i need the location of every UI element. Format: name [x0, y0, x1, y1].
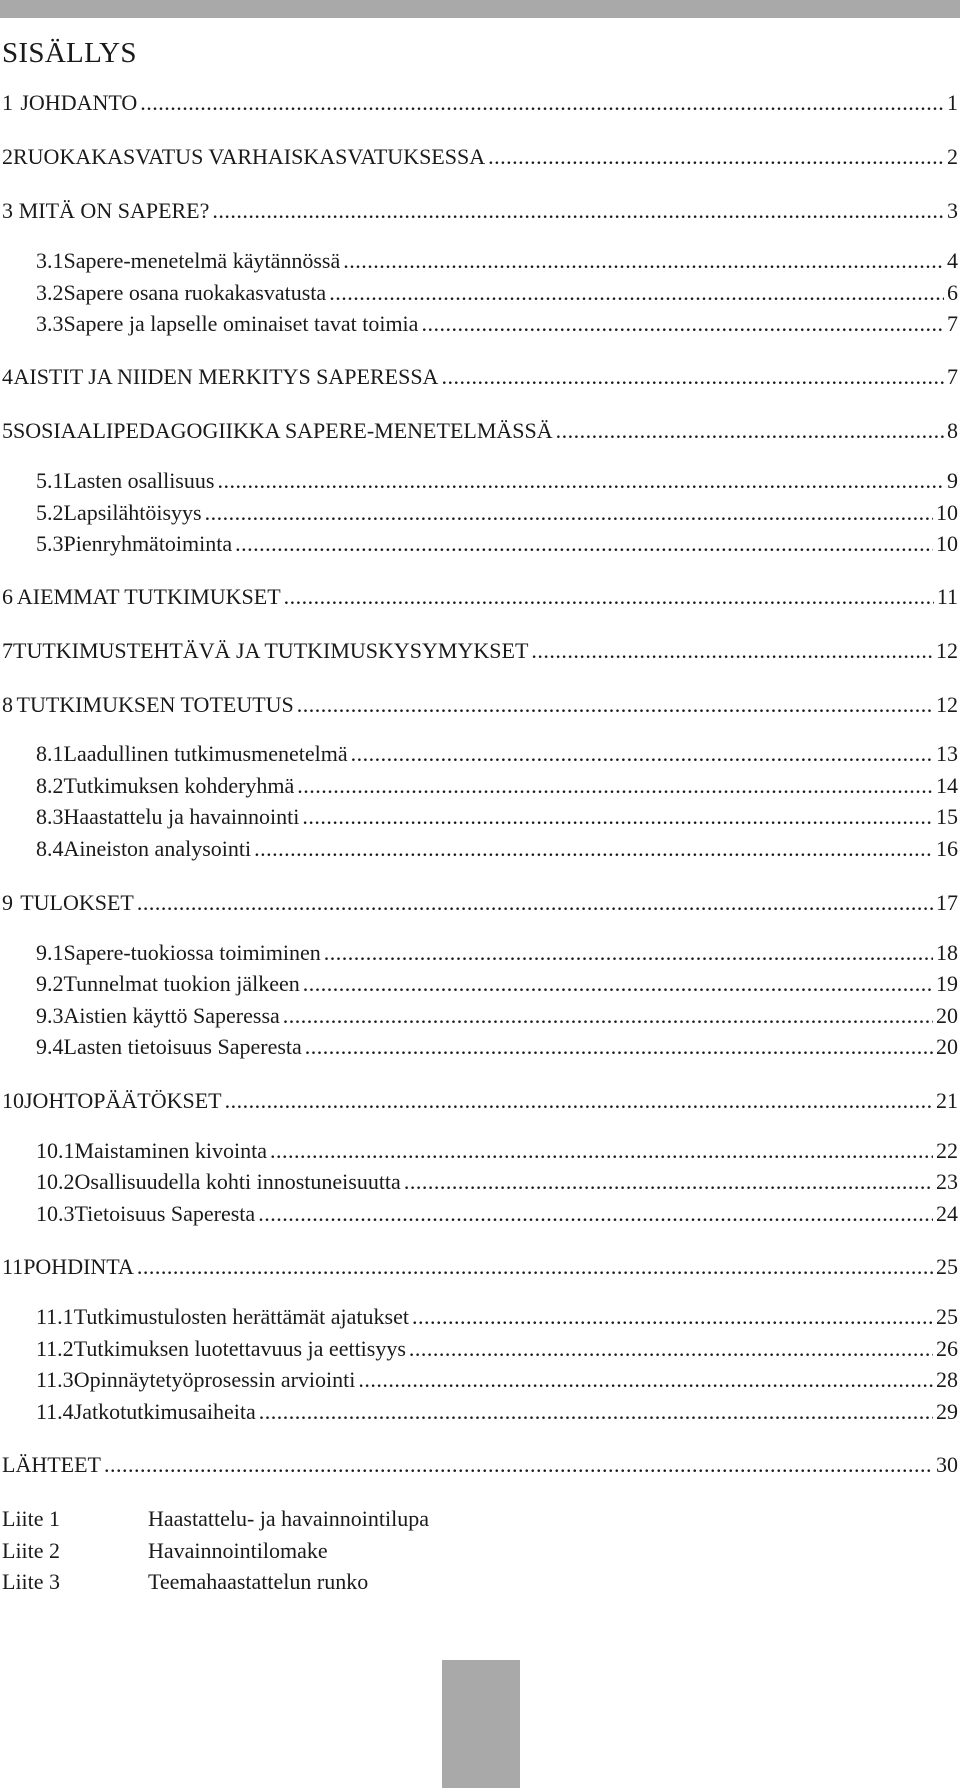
- toc-dot-leader: [137, 1252, 933, 1282]
- toc-dot-leader: [205, 498, 933, 528]
- toc-entry[interactable]: [0, 529, 958, 559]
- toc-entry-page-number: 15: [936, 804, 958, 829]
- toc-entry-number: 5.1: [36, 468, 64, 493]
- toc-entry-number: 9.3: [36, 1003, 64, 1028]
- toc-entry-title: Maistaminen kivointa: [74, 1138, 267, 1163]
- toc-entry[interactable]: [0, 1199, 958, 1229]
- toc-entry-title: AISTIT JA NIIDEN MERKITYS SAPERESSA: [13, 364, 439, 389]
- toc-entry-number: 11.1: [36, 1304, 74, 1329]
- toc-dot-leader: [488, 142, 944, 172]
- toc-entry-title: Haastattelu ja havainnointi: [63, 804, 300, 829]
- toc-dot-leader: [409, 1334, 933, 1364]
- toc-entry-page-number: 7: [947, 311, 958, 336]
- toc-dot-leader: [351, 739, 933, 769]
- toc-entry[interactable]: [0, 969, 958, 999]
- toc-entry-title: LÄHTEET: [2, 1452, 101, 1477]
- toc-entry-title: Pienryhmätoiminta: [63, 531, 233, 556]
- toc-entry-number: 3.3: [36, 311, 64, 336]
- toc-entry-title: TUTKIMUSTEHTÄVÄ JA TUTKIMUSKYSYMYKSET: [13, 638, 529, 663]
- toc-entry-page-number: 25: [936, 1304, 958, 1329]
- toc-entry-page-number: 2: [947, 144, 958, 169]
- toc-dot-leader: [235, 529, 933, 559]
- appendix-label: Liite 3: [2, 1569, 61, 1594]
- toc-entry-page-number: 23: [936, 1169, 958, 1194]
- toc-entry-title: MITÄ ON SAPERE?: [18, 198, 210, 223]
- toc-entry-page-number: 30: [936, 1452, 958, 1477]
- toc-entry-number: 9.4: [36, 1034, 64, 1059]
- appendix-label: Liite 1: [2, 1506, 61, 1531]
- toc-entry-title: JOHDANTO: [20, 90, 138, 115]
- appendix-item[interactable]: [2, 1536, 902, 1566]
- toc-dot-leader: [404, 1167, 933, 1197]
- toc-entry-page-number: 25: [936, 1254, 958, 1279]
- toc-entry-title: TULOKSET: [20, 890, 134, 915]
- toc-entry-number: 8.4: [36, 836, 64, 861]
- toc-entry-title: Tutkimuksen luotettavuus ja eettisyys: [73, 1336, 406, 1361]
- toc-entry-page-number: 20: [936, 1034, 958, 1059]
- toc-entry[interactable]: [0, 690, 958, 720]
- toc-entry[interactable]: [0, 1086, 958, 1116]
- toc-entry-page-number: 1: [947, 90, 958, 115]
- toc-entry-title: Tunnelmat tuokion jälkeen: [63, 971, 300, 996]
- toc-dot-leader: [297, 690, 933, 720]
- toc-entry-title: Tutkimustulosten herättämät ajatukset: [73, 1304, 409, 1329]
- toc-entry-title: POHDINTA: [23, 1254, 134, 1279]
- appendix-item[interactable]: [2, 1567, 902, 1597]
- toc-entry[interactable]: [0, 246, 958, 276]
- toc-entry-number: 1: [2, 90, 13, 115]
- toc-entry-title: Jatkotutkimusaiheita: [73, 1399, 256, 1424]
- toc-entry-number: 10: [2, 1088, 24, 1113]
- toc-entry-title: Opinnäytetyöprosessin arviointi: [73, 1367, 356, 1392]
- toc-entry-number: 6: [2, 584, 13, 609]
- toc-dot-leader: [302, 802, 933, 832]
- appendix-item[interactable]: [2, 1504, 902, 1534]
- toc-entry-page-number: 18: [936, 940, 958, 965]
- toc-entry-page-number: 19: [936, 971, 958, 996]
- toc-entry[interactable]: [0, 636, 958, 666]
- toc-entry[interactable]: [0, 1001, 958, 1031]
- toc-dot-leader: [104, 1450, 933, 1480]
- toc-entry-title: Aineiston analysointi: [63, 836, 252, 861]
- toc-entry-title: Tutkimuksen kohderyhmä: [63, 773, 295, 798]
- toc-dot-leader: [137, 888, 933, 918]
- toc-entry[interactable]: [0, 1397, 958, 1427]
- toc-entry-title: Sapere osana ruokakasvatusta: [63, 280, 327, 305]
- toc-dot-leader: [305, 1032, 933, 1062]
- toc-entry-title: JOHTOPÄÄTÖKSET: [24, 1088, 222, 1113]
- toc-entry-page-number: 17: [936, 890, 958, 915]
- toc-entry-number: 3.2: [36, 280, 64, 305]
- toc-entry-page-number: 21: [936, 1088, 958, 1113]
- toc-dot-leader: [343, 246, 944, 276]
- toc-entry-page-number: 12: [936, 638, 958, 663]
- toc-dot-leader: [225, 1086, 933, 1116]
- toc-entry-page-number: 8: [947, 418, 958, 443]
- toc-dot-leader: [283, 1001, 933, 1031]
- toc-entry[interactable]: [0, 1032, 958, 1062]
- appendix-title: Teemahaastattelun runko: [148, 1569, 369, 1594]
- toc-entry[interactable]: [0, 416, 958, 446]
- toc-entry-number: 3: [2, 198, 13, 223]
- toc-entry[interactable]: [0, 196, 958, 226]
- toc-entry-title: Lasten tietoisuus Saperesta: [63, 1034, 302, 1059]
- toc-dot-leader: [258, 1199, 933, 1229]
- toc-dot-leader: [217, 466, 944, 496]
- toc-dot-leader: [412, 1302, 933, 1332]
- toc-dot-leader: [270, 1136, 933, 1166]
- toc-entry-number: 11.3: [36, 1367, 74, 1392]
- toc-entry-title: RUOKAKASVATUS VARHAISKASVATUKSESSA: [13, 144, 486, 169]
- toc-entry[interactable]: [0, 1334, 958, 1364]
- toc-dot-leader: [297, 771, 933, 801]
- toc-dot-leader: [329, 278, 944, 308]
- toc-entry-page-number: 16: [936, 836, 958, 861]
- toc-entry-page-number: 3: [947, 198, 958, 223]
- toc-entry-title: Lasten osallisuus: [63, 468, 215, 493]
- page-title: SISÄLLYS: [2, 37, 137, 69]
- toc-dot-leader: [284, 582, 934, 612]
- toc-entry-title: TUTKIMUKSEN TOTEUTUS: [16, 692, 294, 717]
- toc-entry-title: SOSIAALIPEDAGOGIIKKA SAPERE-MENETELMÄSSÄ: [13, 418, 553, 443]
- toc-entry[interactable]: [0, 582, 958, 612]
- toc-entry[interactable]: [0, 834, 958, 864]
- toc-entry-number: 8.3: [36, 804, 64, 829]
- toc-entry[interactable]: [0, 362, 958, 392]
- toc-entry-page-number: 20: [936, 1003, 958, 1028]
- appendix-label: Liite 2: [2, 1538, 61, 1563]
- toc-entry-number: 5.2: [36, 500, 64, 525]
- toc-entry-page-number: 11: [936, 584, 958, 609]
- toc-entry-page-number: 24: [936, 1201, 958, 1226]
- page-footer-block: [442, 1660, 520, 1788]
- toc-entry-title: Sapere ja lapselle ominaiset tavat toimia: [63, 311, 419, 336]
- toc-entry-number: 9.1: [36, 940, 64, 965]
- toc-entry-title: Aistien käyttö Saperessa: [63, 1003, 280, 1028]
- toc-entry-title: Laadullinen tutkimusmenetelmä: [63, 741, 348, 766]
- toc-entry[interactable]: [0, 88, 958, 118]
- appendix-title: Havainnointilomake: [148, 1538, 328, 1563]
- toc-entry-title: Lapsilähtöisyys: [63, 500, 202, 525]
- toc-entry[interactable]: [0, 278, 958, 308]
- toc-entry-number: 11: [2, 1254, 24, 1279]
- toc-entry-title: Tietoisuus Saperesta: [74, 1201, 256, 1226]
- toc-dot-leader: [421, 309, 944, 339]
- toc-entry-page-number: 29: [936, 1399, 958, 1424]
- toc-entry[interactable]: [0, 802, 958, 832]
- toc-entry-number: 4: [2, 364, 13, 389]
- toc-entry-page-number: 7: [947, 364, 958, 389]
- toc-entry-title: AIEMMAT TUTKIMUKSET: [16, 584, 281, 609]
- toc-entry-number: 9: [2, 890, 13, 915]
- toc-entry-title: Sapere-tuokiossa toimiminen: [63, 940, 321, 965]
- toc-entry-title: Osallisuudella kohti innostuneisuutta: [74, 1169, 401, 1194]
- toc-entry-number: 10.3: [36, 1201, 75, 1226]
- toc-dot-leader: [441, 362, 944, 392]
- toc-entry-number: 3.1: [36, 248, 64, 273]
- toc-dot-leader: [259, 1397, 933, 1427]
- toc-entry-page-number: 6: [947, 280, 958, 305]
- toc-entry[interactable]: [0, 1167, 958, 1197]
- toc-entry-title: Sapere-menetelmä käytännössä: [63, 248, 341, 273]
- toc-entry[interactable]: [0, 888, 958, 918]
- toc-entry-number: 10.2: [36, 1169, 75, 1194]
- toc-entry-page-number: 10: [936, 500, 958, 525]
- toc-entry-page-number: 9: [947, 468, 958, 493]
- toc-entry-number: 9.2: [36, 971, 64, 996]
- toc-entry[interactable]: [0, 1252, 958, 1282]
- toc-entry[interactable]: [0, 938, 958, 968]
- toc-entry-page-number: 26: [936, 1336, 958, 1361]
- toc-dot-leader: [140, 88, 944, 118]
- toc-entry-page-number: 12: [936, 692, 958, 717]
- toc-entry-page-number: 13: [936, 741, 958, 766]
- toc-entry-page-number: 10: [936, 531, 958, 556]
- toc-dot-leader: [303, 969, 933, 999]
- toc-dot-leader: [531, 636, 933, 666]
- toc-dot-leader: [254, 834, 933, 864]
- toc-entry-page-number: 4: [947, 248, 958, 273]
- toc-entry-number: 11.4: [36, 1399, 74, 1424]
- toc-entry-page-number: 22: [936, 1138, 958, 1163]
- toc-entry[interactable]: [0, 1450, 958, 1480]
- toc-entry[interactable]: [0, 309, 958, 339]
- toc-entry-number: 8.1: [36, 741, 64, 766]
- toc-entry-number: 8: [2, 692, 13, 717]
- toc-entry-number: 11.2: [36, 1336, 74, 1361]
- toc-entry-number: 8.2: [36, 773, 64, 798]
- toc-entry-page-number: 28: [936, 1367, 958, 1392]
- toc-entry[interactable]: [0, 1136, 958, 1166]
- toc-entry-number: 7: [2, 638, 13, 663]
- toc-entry-number: 5.3: [36, 531, 64, 556]
- toc-dot-leader: [324, 938, 933, 968]
- toc-entry[interactable]: [0, 1302, 958, 1332]
- toc-entry-number: 10.1: [36, 1138, 75, 1163]
- toc-entry-number: 5: [2, 418, 13, 443]
- toc-entry-page-number: 14: [936, 773, 958, 798]
- toc-entry[interactable]: [0, 771, 958, 801]
- toc-dot-leader: [212, 196, 944, 226]
- toc-entry-number: 2: [2, 144, 13, 169]
- toc-entry[interactable]: [0, 498, 958, 528]
- toc-entry[interactable]: [0, 466, 958, 496]
- toc-dot-leader: [358, 1365, 933, 1395]
- appendix-title: Haastattelu- ja havainnointilupa: [148, 1506, 430, 1531]
- toc-entry[interactable]: [0, 739, 958, 769]
- toc-dot-leader: [556, 416, 944, 446]
- toc-entry[interactable]: [0, 142, 958, 172]
- toc-entry[interactable]: [0, 1365, 958, 1395]
